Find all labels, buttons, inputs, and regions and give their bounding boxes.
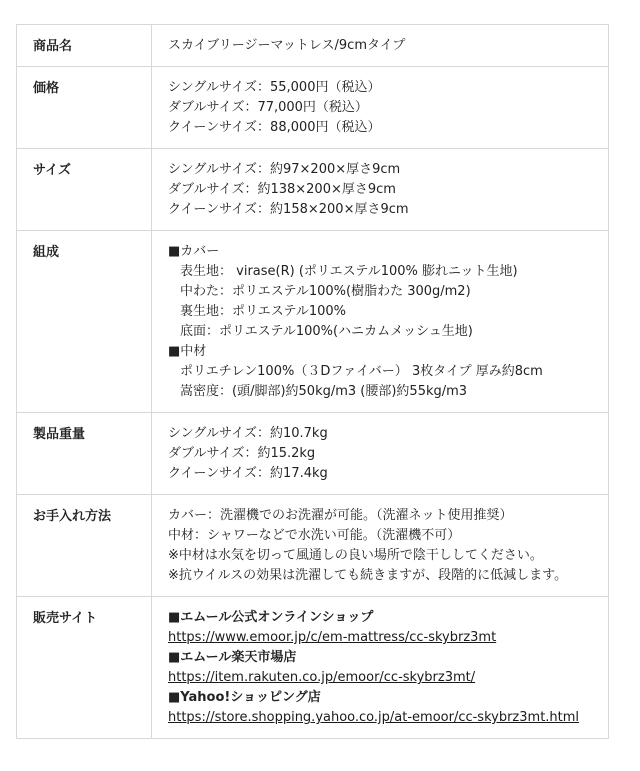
row-value — [152, 67, 609, 149]
price-line: ダブルサイズ：77,000円（税込） — [168, 100, 368, 115]
composition-line: 中わた：ポリエステル100%(樹脂わた 300g/m2) — [180, 284, 471, 299]
table-row-sales-sites — [17, 597, 609, 739]
row-label: 販売サイト — [17, 597, 152, 739]
shop-link-yahoo[interactable]: https://store.shopping.yahoo.co.jp/at-emoor/cc-skybrz3mt.html — [168, 710, 580, 725]
composition-line: 裏生地：ポリエステル100% — [180, 304, 346, 319]
care-line: カバー：洗濯機でのお洗濯が可能。（洗濯ネット使用推奨） — [168, 508, 513, 523]
row-label: お手入れ方法 — [17, 495, 152, 597]
table-row-care — [17, 495, 609, 597]
row-label: サイズ — [17, 149, 152, 231]
care-line: ※中材は水気を切って風通しの良い場所で陰干ししてください。 — [168, 548, 543, 563]
table-row-size — [17, 149, 609, 231]
size-line: ダブルサイズ：約138×200×厚さ9cm — [168, 182, 396, 197]
product-spec-table — [16, 24, 609, 739]
price-line: シングルサイズ：55,000円（税込） — [168, 80, 381, 95]
weight-line: ダブルサイズ：約15.2kg — [168, 446, 316, 461]
table-row-weight — [17, 413, 609, 495]
shop-name-official: ■エムール公式オンラインショップ — [168, 610, 374, 625]
size-line: クイーンサイズ：約158×200×厚さ9cm — [168, 202, 409, 217]
composition-line: 表生地： virase(R) (ポリエステル100% 膨れニット生地) — [180, 264, 518, 279]
row-label: 商品名 — [17, 25, 152, 67]
shop-link-official[interactable]: https://www.emoor.jp/c/em-mattress/cc-skybrz3mt — [168, 630, 497, 645]
shop-name-rakuten: ■エムール楽天市場店 — [168, 650, 297, 665]
weight-line: シングルサイズ：約10.7kg — [168, 426, 328, 441]
size-line: シングルサイズ：約97×200×厚さ9cm — [168, 162, 401, 177]
composition-line: 嵩密度：(頭/脚部)約50kg/m3 (腰部)約55kg/m3 — [180, 384, 468, 399]
row-label: 価格 — [17, 67, 152, 149]
care-line: ※抗ウイルスの効果は洗濯しても続きますが、段階的に低減します。 — [168, 568, 568, 583]
composition-heading-cover: ■カバー — [168, 244, 220, 259]
table-row-composition — [17, 231, 609, 413]
row-value — [152, 149, 609, 231]
row-value — [152, 231, 609, 413]
composition-heading-core: ■中材 — [168, 344, 207, 359]
row-value — [152, 413, 609, 495]
care-line: 中材：シャワーなどで水洗い可能。（洗濯機不可） — [168, 528, 461, 543]
row-value — [152, 25, 609, 67]
table-row-price — [17, 67, 609, 149]
row-label: 製品重量 — [17, 413, 152, 495]
price-line: クイーンサイズ：88,000円（税込） — [168, 120, 381, 135]
shop-link-rakuten[interactable]: https://item.rakuten.co.jp/emoor/cc-skybrz3mt/ — [168, 670, 476, 685]
composition-line: 底面：ポリエステル100%(ハニカムメッシュ生地) — [180, 324, 473, 339]
shop-name-yahoo: ■Yahoo!ショッピング店 — [168, 690, 321, 705]
row-label: 組成 — [17, 231, 152, 413]
composition-line: ポリエチレン100%（３Dファイバー） 3枚タイプ 厚み約8cm — [180, 364, 543, 379]
product-name-text: スカイブリージーマットレス/9cmタイプ — [168, 38, 406, 53]
row-value — [152, 495, 609, 597]
weight-line: クイーンサイズ：約17.4kg — [168, 466, 328, 481]
row-value — [152, 597, 609, 739]
table-row-product-name — [17, 25, 609, 67]
